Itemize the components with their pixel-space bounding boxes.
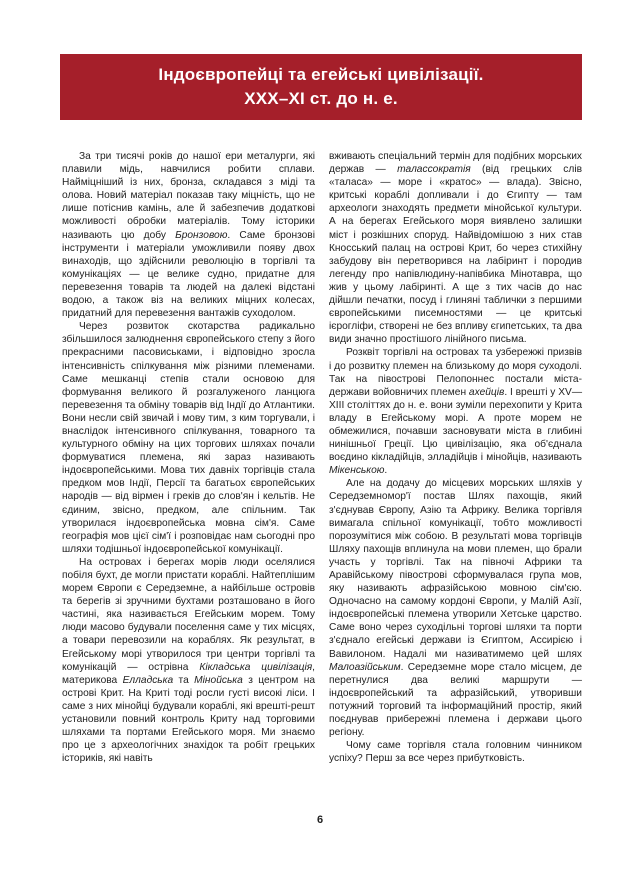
text-run: Але на додачу до місцевих морських шляхів у Середземномор'ї постав Шлях пахощів, який з'єднував Європу, Азію та Африку. Велика торгівля вимагала спільної комунікації, тобто можливості порозумітися між собою. В результаті мова торгівців Шляху пахощів вплинула на мови племен, що брали участь у торгівлі. Так на півночі Африки та Аравійському півострові сформувалася група мов, яку називають афразійською мовною сім'єю. Одночасно на самому кордоні Європи, у Малій Азії, індоєвропейські племена утворили Хетське царство. Саме воно через суходільні торгові шляхи та порти з'єднало егейські держави із Єгиптом, Ассирією і Вавилоном. Надалі ми називатимемо цей шлях (329, 478, 582, 660)
emphasis-term: Кікладська цивілізація (199, 661, 313, 673)
paragraph (329, 150, 582, 346)
paragraph (62, 150, 315, 320)
chapter-title-banner (60, 54, 582, 120)
emphasis-term: Бронзовою (175, 229, 228, 241)
right-column (329, 150, 582, 765)
left-column (62, 150, 315, 765)
chapter-title-line2: XXX–XI ст. до н. е. (244, 89, 398, 108)
emphasis-term: Мінойська (194, 674, 243, 686)
chapter-title-line1: Індоєвропейці та егейські цивілізації. (158, 65, 484, 84)
text-run: з центром на острові Крит. На Криті тоді росли густі високі ліси. І саме з них мінойці будували кораблі, які врешті-решт установили повний контроль Криту над торговими шляхами та портами Егейського моря. Ми знаємо про це з археологічних знахідок та робіт грецьких істориків, які навіть (62, 674, 315, 765)
text-run: . (384, 465, 388, 477)
paragraph: Чому саме торгівля стала головним чинником успіху? Перш за все через прибутковість. (329, 740, 582, 765)
emphasis-term: ахейців (468, 386, 505, 398)
paragraph (62, 556, 315, 766)
text-run: та (173, 674, 195, 686)
emphasis-term: талассократія (397, 164, 471, 176)
emphasis-term: Елладська (122, 674, 174, 686)
text-run: (від грецьких слів «таласа» — море і «кратос» — влада). Звісно, критські кораблі допливали і до Єгипту — там археологи знаходять предмети мінойської культури. А на берегах Егейського моря виявлено залишки міст і розкішних споруд. Найвідомішою з них став Кносський палац на острові Крит, бо через стихійну забудову він перетворився на лабіринт і породив легенду про напівлюдину-напівбика Мінотавра, що жив у цьому лабіринті. А ще з тих часів до нас дійшли печатки, посуд і глиняні таблички з першими європейськими писемностями — це критські ієрогліфи, створені не без впливу єгипетських, та два види значно простішого лінійного письма. (329, 164, 582, 346)
paragraph: Через розвиток скотарства радикально збільшилося залюднення європейського степу з його прекрасними пасовиськами, і відповідно зросла інтенсивність спілкування між різними племенами. Саме мешканці степів стали основою для формування великого й розгалуженого ланцюга перевезення та обміну товарів від Індії до Атлантики. Вони несли свій звичай і мову тим, з ким торгували, і внаслідок інтенсивного спілкування, товарного та культурного обміну на цих торгових шляхах почали формуватися племена, які зараз називають індоєвропейськими. Мова тих давніх торгівців стала предком мов Індії, Персії та багатьох європейських народів — від вірмен і греків до слов'ян і кельтів. Не єдиним, звісно, предком, але спільним. Так утворилася індоєвропейська мовна сім'я. Саме географія мов цієї сім'ї і розповідає нам сьогодні про шляхи тодішньої індоєвропейської комунікації. (62, 321, 315, 555)
emphasis-term: Малоазійським (329, 661, 401, 673)
paragraph (329, 477, 582, 739)
emphasis-term: Мікенською (329, 465, 385, 477)
text-run: Розквіт торгівлі на островах та узбережжі призвів і до розвитку племен на близькому до моря суходолі. Так на півострові Пелопоннес постали міста-держави войовничих племен (329, 347, 582, 398)
text-run: За три тисячі років до нашої ери металурги, які плавили мідь, навчилися робити сплави. Найміцніший із них, бронза, складався з міді та олова. Новий матеріал показав таку міцність, що не лише потіснив камінь, але й забезпечив додаткові можливості обробки матеріалів. Тому історики називають цю добу (62, 151, 315, 241)
text-run: . Саме бронзові інструменти і матеріали уможливили появу двох винаходів, що здійснили революцію в торгівлі та комунікаціях — це велике судно, придатне для перевезення товарів та людей на далекі відстані водою, а також віз на великих міцних колесах, придатний для перевезення вантажів суходолом. (62, 229, 315, 320)
text-run: На островах і берегах морів люди оселялися побіля бухт, де могли пристати кораблі. Найтеплішим морем Європи є Середземне, а найбільше островів та берегів зі зручними бухтами розташовано в його частині, яка називається Егейським морем. Тому люди масово будували поселення саме у тих місцях, а товари перевозили на кораблях. Як результат, в Егейському морі утворилося три центри торгівлі та комунікацій — острівна (62, 556, 316, 673)
paragraph (329, 346, 582, 477)
text-run: вживають спеціальний термін для подібних морських держав — (329, 151, 582, 176)
text-run: . Середземне море стало місцем, де перетнулися два великі маршрути — індоєвропейський та афразійський, утворивши потужний торговий та інформаційний простір, який поєднував прибережні племена і держави цього регіону. (329, 661, 582, 739)
text-run: . І врешті у XV—XIII століттях до н. е. вони зуміли перехопити у Крита владу в Егейському морі. А проте морем не обмежилися, почавши засновувати міста в глибині нинішньої Греції. Цю цивілізацію, яка об'єднала воєдино кікладійців, элладійців і мінойців, називають (329, 386, 583, 464)
text-columns (62, 150, 582, 765)
page-number: 6 (316, 814, 324, 826)
text-run: , материкова (62, 661, 316, 686)
